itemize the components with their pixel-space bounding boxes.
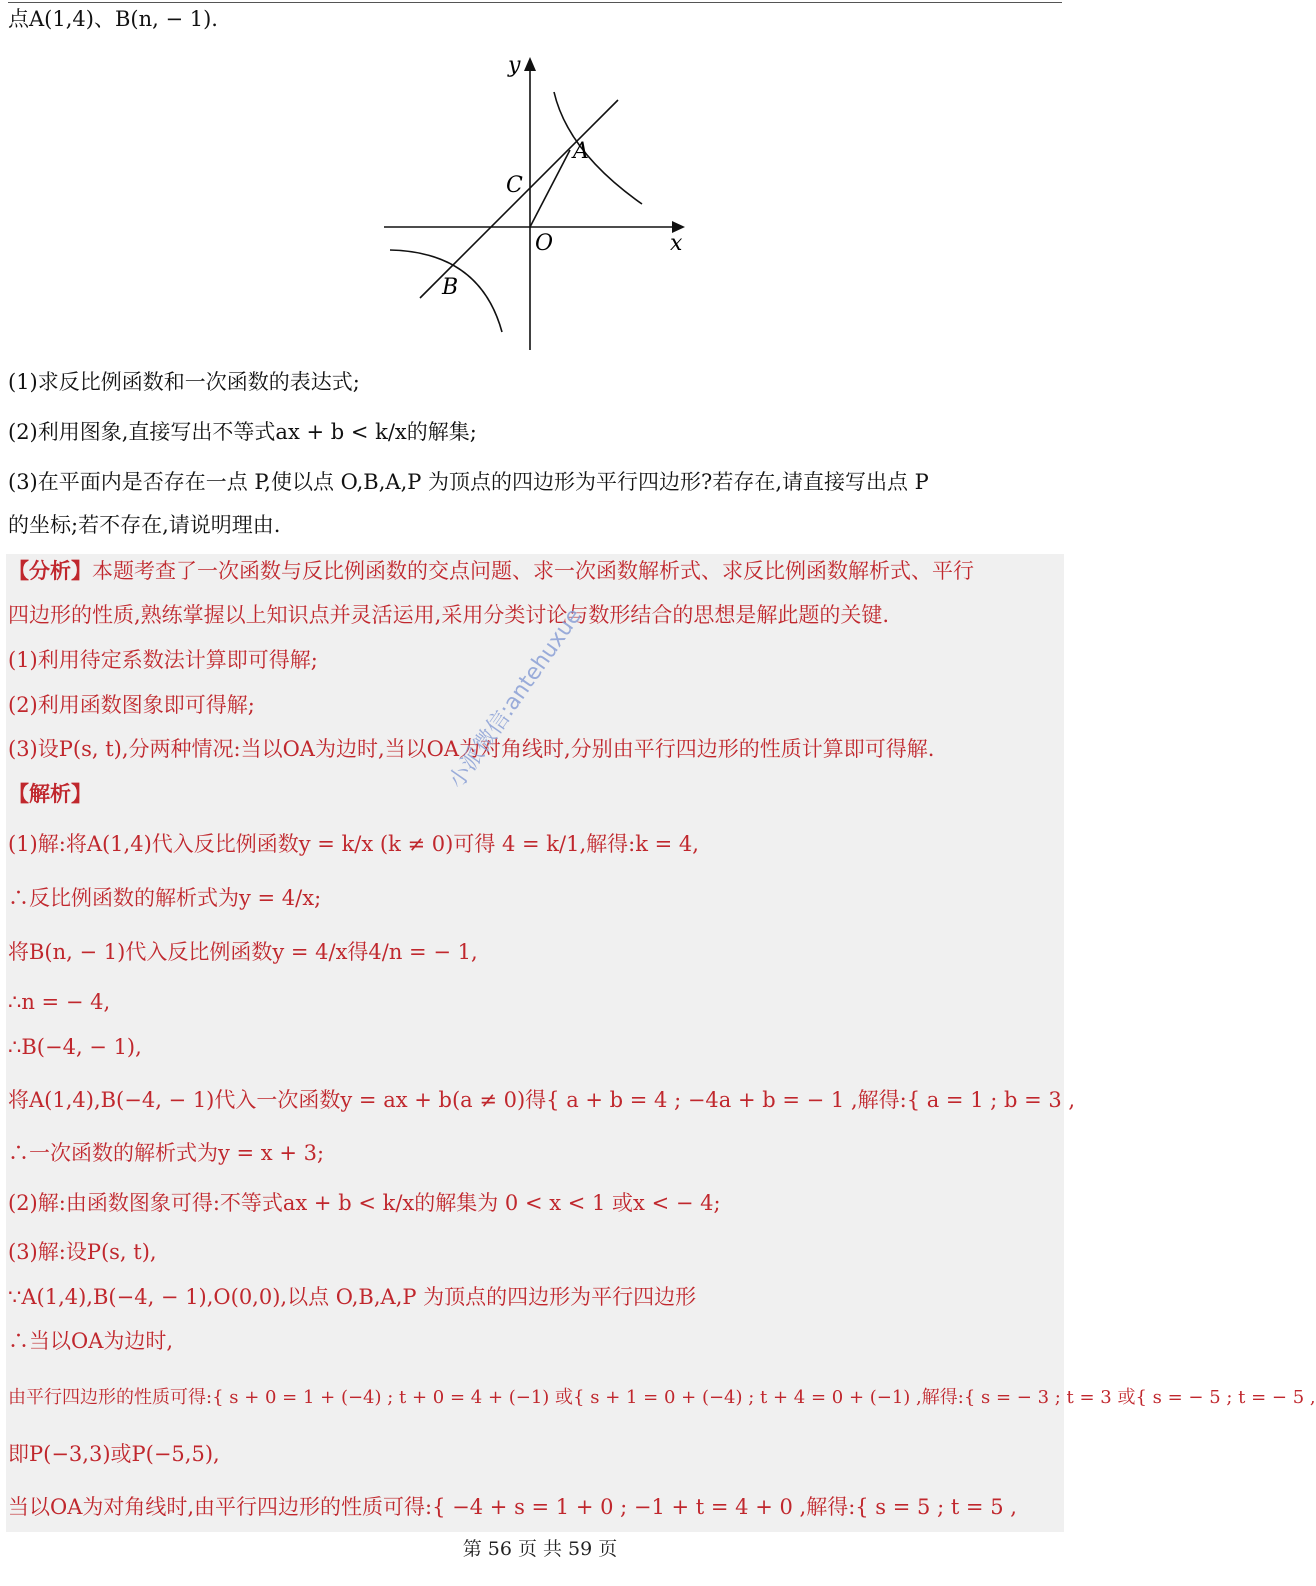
label-point-a: A — [573, 139, 589, 164]
label-x: x — [670, 231, 683, 256]
y-axis-arrow — [524, 57, 536, 71]
analysis-line-2: 四边形的性质,熟练掌握以上知识点并灵活运用,采用分类讨论与数形结合的思想是解此题的关键. — [8, 603, 890, 627]
segment-oa — [530, 150, 570, 227]
label-point-c: C — [506, 173, 523, 198]
solution-line-7: ∴一次函数的解析式为y = x + 3; — [8, 1141, 325, 1165]
question-1: (1)求反比例函数和一次函数的表达式; — [8, 370, 360, 394]
linear-function-line — [420, 100, 618, 298]
solution-line-6: 将A(1,4),B(−4, − 1)代入一次函数y = ax + b(a ≠ 0)得{ a + b = 4 ; −4a + b = − 1 ,解得:{ a = 1 ; b = 3 , — [8, 1088, 1076, 1112]
problem-intro: 点A(1,4)、B(n, − 1). — [8, 7, 218, 31]
solution-line-3: 将B(n, − 1)代入反比例函数y = 4/x得4/n = − 1, — [8, 940, 478, 964]
function-graph — [380, 52, 700, 356]
solution-line-5: ∴B(−4, − 1), — [8, 1035, 142, 1059]
solution-tag: 【解析】 — [8, 781, 92, 806]
analysis-item-1: (1)利用待定系数法计算即可得解; — [8, 648, 318, 672]
analysis-line-1 — [8, 556, 974, 586]
question-3-line-1: (3)在平面内是否存在一点 P,使以点 O,B,A,P 为顶点的四边形为平行四边形?若存在,请直接写出点 P — [8, 470, 929, 494]
label-origin: O — [535, 231, 554, 256]
label-y: y — [508, 53, 521, 78]
hyperbola-upper-branch — [554, 92, 642, 204]
graph-svg — [380, 52, 700, 352]
question-3-line-2: 的坐标;若不存在,请说明理由. — [8, 513, 281, 537]
analysis-text-1: 本题考查了一次函数与反比例函数的交点问题、求一次函数解析式、求反比例函数解析式、平行 — [92, 559, 974, 583]
analysis-item-3: (3)设P(s, t),分两种情况:当以OA为边时,当以OA为对角线时,分别由平行四边形的性质计算即可得解. — [8, 737, 935, 761]
solution-line-11: ∴当以OA为边时, — [8, 1329, 174, 1353]
solution-line-8: (2)解:由函数图象可得:不等式ax + b < k/x的解集为 0 < x < 1 或x < − 4; — [8, 1191, 721, 1215]
analysis-tag: 【分析】 — [8, 558, 92, 583]
solution-line-1: (1)解:将A(1,4)代入反比例函数y = k/x (k ≠ 0)可得 4 = k/1,解得:k = 4, — [8, 832, 699, 856]
solution-line-2: ∴反比例函数的解析式为y = 4/x; — [8, 886, 322, 910]
solution-line-9: (3)解:设P(s, t), — [8, 1240, 157, 1264]
analysis-item-2: (2)利用函数图象即可得解; — [8, 693, 255, 717]
page-footer: 第 56 页 共 59 页 — [462, 1538, 618, 1560]
solution-line-14: 当以OA为对角线时,由平行四边形的性质可得:{ −4 + s = 1 + 0 ; −1 + t = 4 + 0 ,解得:{ s = 5 ; t = 5 , — [8, 1495, 1017, 1519]
watermark-text: 小派微信:antehuxue — [444, 604, 587, 794]
question-2: (2)利用图象,直接写出不等式ax + b < k/x的解集; — [8, 420, 477, 444]
solution-line-4: ∴n = − 4, — [8, 990, 111, 1014]
label-point-b: B — [442, 275, 459, 300]
solution-line-12: 由平行四边形的性质可得:{ s + 0 = 1 + (−4) ; t + 0 = 4 + (−1) 或{ s + 1 = 0 + (−4) ; t + 4 = 0 + (−1) ,解得:{ s = − 3 ; t = 3 或{ s = − 5 ; t = − 5 , — [8, 1387, 1316, 1408]
solution-line-13: 即P(−3,3)或P(−5,5), — [8, 1442, 220, 1466]
solution-line-10: ∵A(1,4),B(−4, − 1),O(0,0),以点 O,B,A,P 为顶点的四边形为平行四边形 — [8, 1285, 697, 1309]
top-rule — [8, 2, 1062, 3]
